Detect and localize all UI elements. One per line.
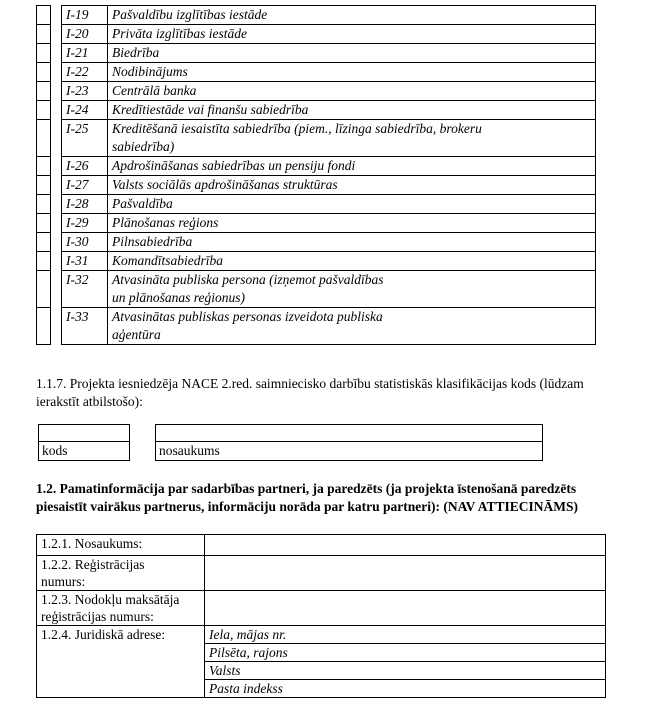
code-row [37,195,596,214]
code-row [37,233,596,252]
code-description-line: Kreditēšanā iesaistīta sabiedrība (piem., līzinga sabiedrība, brokeru [112,121,482,136]
code-value: I-27 [62,176,108,195]
row-spacer [51,6,62,25]
code-description-line: Pašvaldība [112,196,173,211]
code-row [37,271,596,308]
code-value: I-20 [62,25,108,44]
partner-field-input[interactable] [205,591,606,626]
code-checkbox[interactable] [37,6,51,25]
code-description-line: Nodibinājums [112,64,188,79]
address-label: 1.2.4. Juridiskā adrese: [37,626,205,698]
code-description-line: Pašvaldību izglītības iestāde [112,7,268,22]
code-description [108,82,596,101]
code-description-line: Atvasinātas publiskas personas izveidota publiska [112,309,383,324]
partner-field-label-line: numurs: [41,574,86,589]
nace-code-input[interactable] [38,424,130,442]
row-spacer [51,63,62,82]
code-checkbox[interactable] [37,195,51,214]
row-spacer [51,252,62,271]
code-checkbox[interactable] [37,252,51,271]
code-value: I-25 [62,120,108,157]
code-row [37,157,596,176]
partner-info-table-body [37,535,606,698]
address-row [37,626,606,644]
code-checkbox[interactable] [37,120,51,157]
address-field[interactable]: Iela, mājas nr. [205,626,606,644]
code-value: I-22 [62,63,108,82]
code-description [108,308,596,345]
row-spacer [51,308,62,345]
nace-question: 1.1.7. Projekta iesniedzēja NACE 2.red. saimniecisko darbību statistiskās klasifikācijas kods (lūdzam ierakstīt atbilstošo): [36,376,584,409]
code-description [108,63,596,82]
code-checkbox[interactable] [37,308,51,345]
code-value: I-19 [62,6,108,25]
row-spacer [51,271,62,308]
code-row [37,44,596,63]
row-spacer [51,120,62,157]
code-description-line: Kredītiestāde vai finanšu sabiedrība [112,102,309,117]
code-description-line: Centrālā banka [112,83,197,98]
nace-name-input[interactable] [155,424,543,442]
code-checkbox[interactable] [37,176,51,195]
partner-section-heading: 1.2. Pamatinformācija par sadarbības partneri, ja paredzēts (ja projekta īstenošanā paredzēts piesaistīt vairākus partnerus, informāciju norāda par katru partneri): (NAV ATTIECINĀMS) [36,481,579,514]
address-field[interactable]: Valsts [205,662,606,680]
code-description [108,120,596,157]
code-row [37,214,596,233]
code-description [108,252,596,271]
partner-field-label-line: 1.2.3. Nodokļu maksātāja [41,592,180,607]
code-checkbox[interactable] [37,82,51,101]
address-field[interactable]: Pasta indekss [205,680,606,698]
code-row [37,82,596,101]
code-checkbox[interactable] [37,101,51,120]
code-description-line: Valsts sociālās apdrošināšanas struktūras [112,177,338,192]
code-checkbox[interactable] [37,214,51,233]
code-description [108,271,596,308]
institution-code-table-body [37,6,596,345]
code-description [108,157,596,176]
nace-code-label: kods [38,441,130,461]
partner-field-input[interactable] [205,556,606,591]
code-value: I-24 [62,101,108,120]
partner-field-label [37,535,205,556]
code-description [108,214,596,233]
code-value: I-28 [62,195,108,214]
partner-row [37,591,606,626]
partner-field-label [37,591,205,626]
code-description [108,25,596,44]
code-description-line: Biedrība [112,45,160,60]
row-spacer [51,82,62,101]
partner-row [37,535,606,556]
code-description-line: aģentūra [112,327,161,342]
partner-row [37,556,606,591]
code-description-line: Plānošanas reģions [112,215,219,230]
code-row [37,6,596,25]
row-spacer [51,176,62,195]
code-checkbox[interactable] [37,25,51,44]
row-spacer [51,101,62,120]
code-value: I-31 [62,252,108,271]
address-field[interactable]: Pilsēta, rajons [205,644,606,662]
partner-field-label-line: reģistrācijas numurs: [41,609,154,624]
code-description [108,176,596,195]
code-row [37,176,596,195]
partner-field-label [37,556,205,591]
code-checkbox[interactable] [37,233,51,252]
row-spacer [51,44,62,63]
code-row [37,308,596,345]
row-spacer [51,25,62,44]
code-row [37,63,596,82]
code-description-line: Pilnsabiedrība [112,234,193,249]
code-description-line: Komandītsabiedrība [112,253,224,268]
code-value: I-30 [62,233,108,252]
code-checkbox[interactable] [37,63,51,82]
code-value: I-26 [62,157,108,176]
code-checkbox[interactable] [37,157,51,176]
code-description [108,195,596,214]
nace-name-label: nosaukums [155,441,543,461]
code-value: I-29 [62,214,108,233]
code-row [37,252,596,271]
code-description-line: Atvasināta publiska persona (izņemot pašvaldības [112,272,384,287]
partner-field-label-line: 1.2.2. Reģistrācijas [41,557,145,572]
code-description-line: Apdrošināšanas sabiedrības un pensiju fondi [112,158,356,173]
code-value: I-21 [62,44,108,63]
code-value: I-32 [62,271,108,308]
code-description [108,233,596,252]
code-row [37,101,596,120]
partner-field-input[interactable] [205,535,606,556]
code-description-line: un plānošanas reģionus) [112,290,246,305]
code-value: I-23 [62,82,108,101]
row-spacer [51,214,62,233]
partner-field-label-line: 1.2.1. Nosaukums: [41,536,143,551]
code-checkbox[interactable] [37,44,51,63]
code-description-line: Privāta izglītības iestāde [112,26,247,41]
institution-code-table [36,5,596,345]
row-spacer [51,157,62,176]
code-checkbox[interactable] [37,271,51,308]
code-description-line: sabiedrība) [112,139,175,154]
code-row [37,25,596,44]
code-description [108,44,596,63]
partner-info-table [36,534,606,698]
code-value: I-33 [62,308,108,345]
code-description [108,6,596,25]
code-row [37,120,596,157]
row-spacer [51,195,62,214]
code-description [108,101,596,120]
row-spacer [51,233,62,252]
